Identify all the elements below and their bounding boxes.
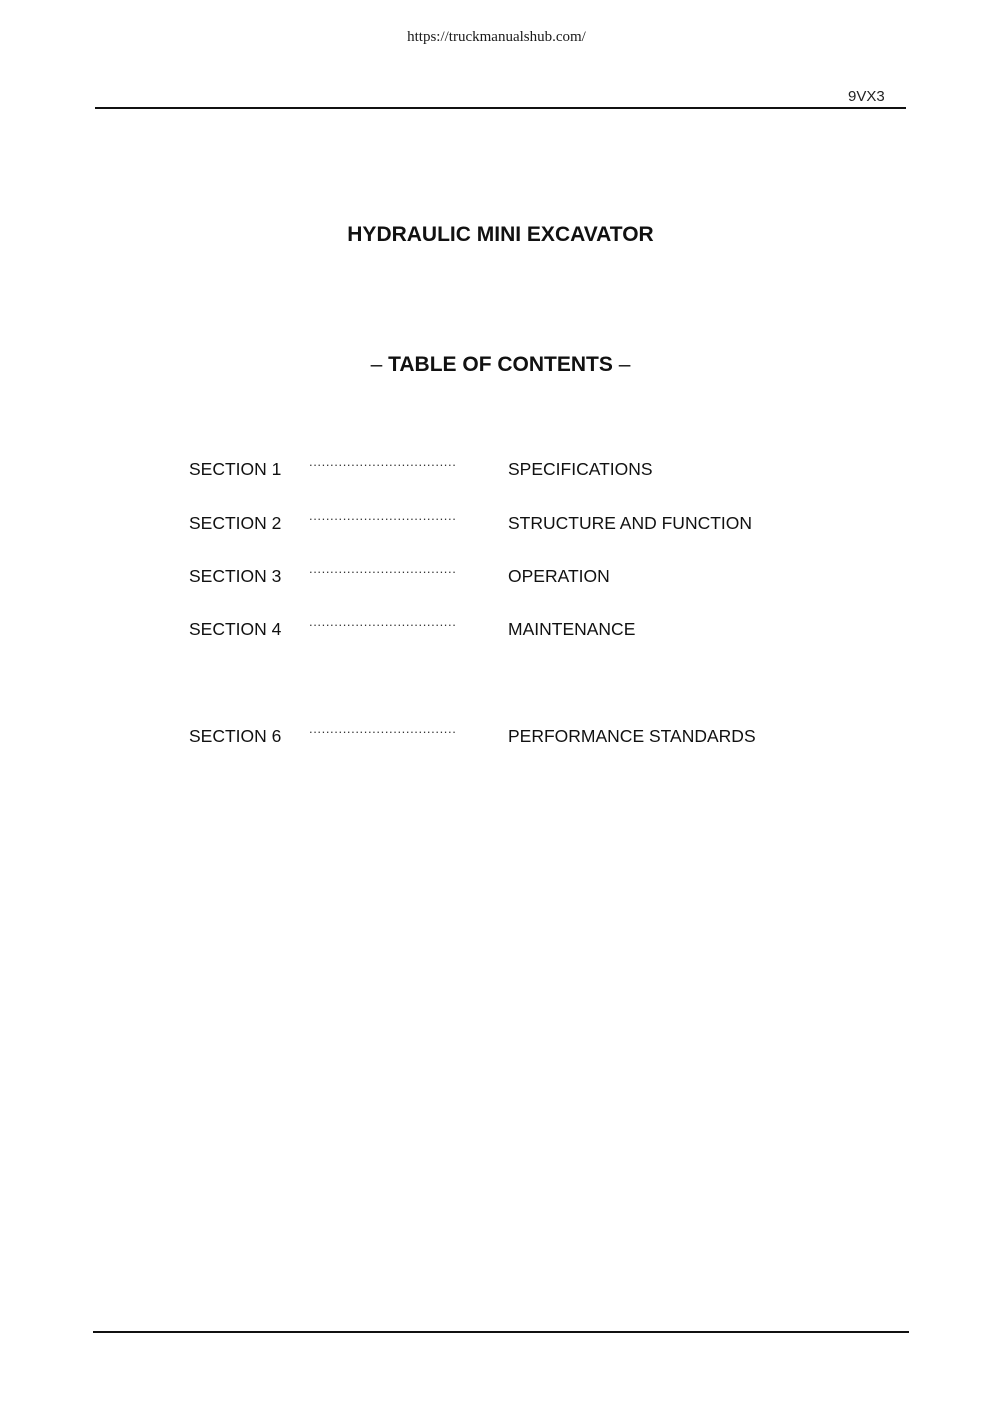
toc-heading-text: TABLE OF CONTENTS [388,353,613,376]
footer-rule [93,1331,909,1333]
toc-entry-section: SECTION 4 [189,619,282,639]
toc-entry-leader: ................................... [309,561,457,576]
toc-heading [0,353,993,377]
toc-entry-section: SECTION 3 [189,566,282,586]
toc-entry-name: MAINTENANCE [508,619,636,639]
toc-entry-section: SECTION 1 [189,459,282,479]
toc-entry [189,561,809,590]
toc-entry-section: SECTION 2 [189,513,282,533]
toc-entry [189,614,809,643]
toc-entry-leader: ................................... [309,454,457,469]
toc-entry [189,454,809,483]
toc-entry-name: OPERATION [508,566,610,586]
document-code: 9VX3 [848,88,885,105]
header-rule [95,107,906,109]
toc-entry-section: SECTION 6 [189,726,282,746]
toc-entry [189,721,809,750]
toc-heading-dash-right: – [618,353,631,376]
toc-entry-leader: ................................... [309,614,457,629]
toc-entry-name: SPECIFICATIONS [508,459,653,479]
toc-entry-leader: ................................... [309,508,457,523]
toc-entry-leader: ................................... [309,721,457,736]
document-title: HYDRAULIC MINI EXCAVATOR [347,223,654,246]
source-url[interactable]: https://truckmanualshub.com/ [407,29,586,45]
toc-entry [189,508,809,537]
toc-entry-name: PERFORMANCE STANDARDS [508,726,756,746]
toc-heading-dash-left: – [370,353,383,376]
toc-entry-name: STRUCTURE AND FUNCTION [508,513,753,533]
